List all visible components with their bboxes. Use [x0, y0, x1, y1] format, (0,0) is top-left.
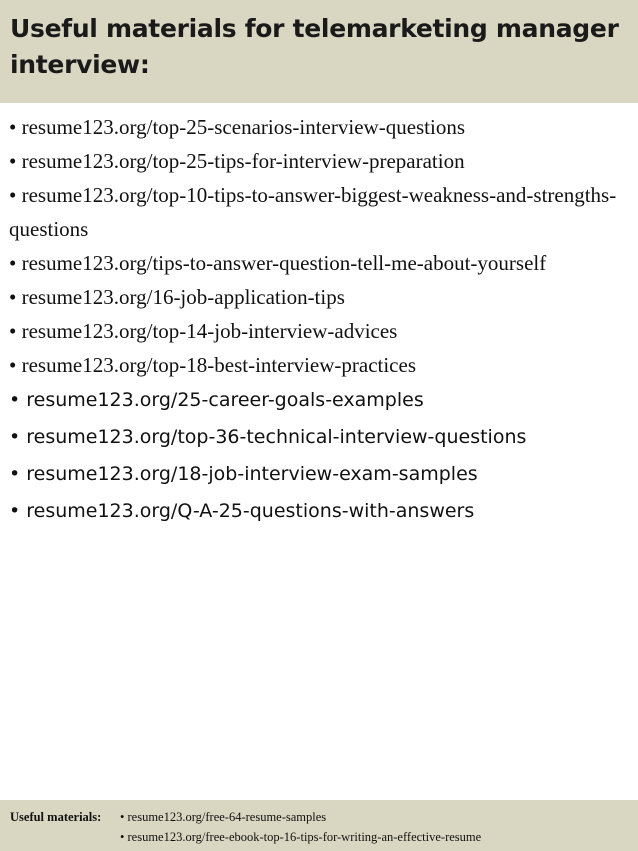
footer-link[interactable]: • resume123.org/free-ebook-top-16-tips-for-writing-an-effective-resume	[120, 830, 482, 844]
list-item[interactable]: • resume123.org/top-10-tips-to-answer-biggest-weakness-and-strengths-questions	[9, 183, 617, 241]
list-item[interactable]: • resume123.org/top-25-scenarios-interview-questions	[9, 115, 466, 139]
list-item[interactable]: • resume123.org/top-36-technical-interview-questions	[9, 426, 527, 448]
list-item[interactable]: • resume123.org/16-job-application-tips	[9, 285, 345, 309]
materials-list	[9, 110, 629, 530]
header-band	[0, 0, 638, 103]
list-item[interactable]: • resume123.org/18-job-interview-exam-samples	[9, 463, 478, 485]
footer-link[interactable]: • resume123.org/free-64-resume-samples	[120, 810, 327, 824]
footer-band	[0, 800, 638, 851]
page-title: Useful materials for telemarketing manager interview:	[10, 14, 619, 79]
list-item[interactable]: • resume123.org/top-25-tips-for-interview-preparation	[9, 149, 465, 173]
list-item[interactable]: • resume123.org/Q-A-25-questions-with-answers	[9, 500, 475, 522]
list-item[interactable]: • resume123.org/tips-to-answer-question-tell-me-about-yourself	[9, 251, 547, 275]
footer-label: Useful materials:	[10, 810, 102, 824]
list-item[interactable]: • resume123.org/25-career-goals-examples	[9, 389, 424, 411]
list-item[interactable]: • resume123.org/top-14-job-interview-advices	[9, 319, 398, 343]
list-item[interactable]: • resume123.org/top-18-best-interview-practices	[9, 353, 416, 377]
footer-row	[10, 807, 628, 827]
